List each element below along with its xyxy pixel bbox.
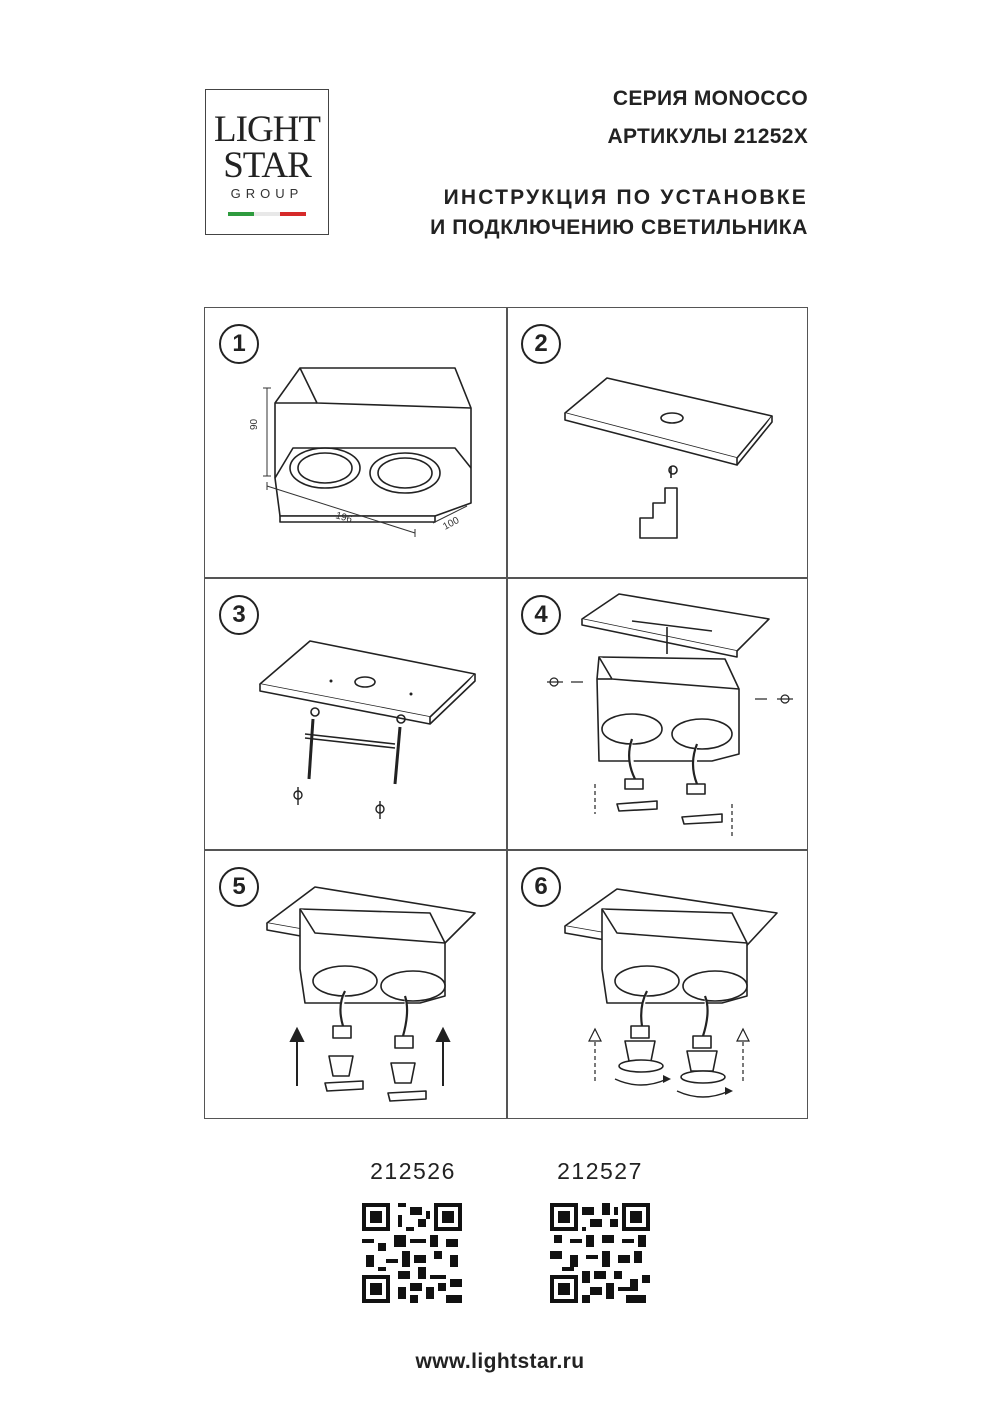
step-number: 3 bbox=[219, 595, 259, 635]
qr-code-icon[interactable] bbox=[362, 1203, 462, 1303]
series-title: СЕРИЯ MONOCCO bbox=[612, 87, 808, 110]
lamp-rotation-illustration bbox=[507, 851, 808, 1121]
lamp-insertion-illustration bbox=[205, 851, 506, 1121]
bracket-screws-illustration bbox=[205, 579, 506, 849]
step-number: 6 bbox=[521, 867, 561, 907]
instruction-title-line1: ИНСТРУКЦИЯ ПО УСТАНОВКЕ bbox=[443, 186, 808, 209]
articles-title: АРТИКУЛЫ 21252X bbox=[607, 125, 808, 148]
qr-code-icon[interactable] bbox=[550, 1203, 650, 1303]
product-code: 212527 bbox=[557, 1158, 643, 1184]
step-1-panel bbox=[205, 308, 506, 578]
instruction-title-line2: И ПОДКЛЮЧЕНИЮ СВЕТИЛЬНИКА bbox=[430, 216, 808, 239]
logo-text-light: LIGHT bbox=[214, 109, 320, 150]
step-number: 1 bbox=[219, 324, 259, 364]
fixture-mounting-illustration bbox=[507, 579, 808, 849]
brand-logo bbox=[205, 89, 329, 235]
step-3-panel bbox=[205, 579, 506, 849]
dimension-height-label: 90 bbox=[249, 418, 260, 430]
dimension-length-label: 196 bbox=[334, 510, 354, 526]
website-link[interactable]: www.lightstar.ru bbox=[415, 1350, 585, 1373]
logo-text-group: GROUP bbox=[230, 186, 304, 201]
step-5-panel bbox=[205, 851, 506, 1121]
instruction-steps-grid bbox=[204, 307, 808, 1119]
step-number: 5 bbox=[219, 867, 259, 907]
italian-flag-stripe bbox=[228, 212, 306, 216]
step-4-panel bbox=[507, 579, 808, 849]
step-number: 2 bbox=[521, 324, 561, 364]
dimension-width-label: 100 bbox=[441, 515, 462, 533]
logo-text-star: STAR bbox=[223, 145, 311, 186]
step-2-panel bbox=[507, 308, 808, 578]
mounting-plate-illustration bbox=[507, 308, 808, 578]
step-number: 4 bbox=[521, 595, 561, 635]
step-6-panel bbox=[507, 851, 808, 1121]
fixture-dimensions-illustration bbox=[205, 308, 506, 578]
product-code: 212526 bbox=[370, 1158, 456, 1184]
